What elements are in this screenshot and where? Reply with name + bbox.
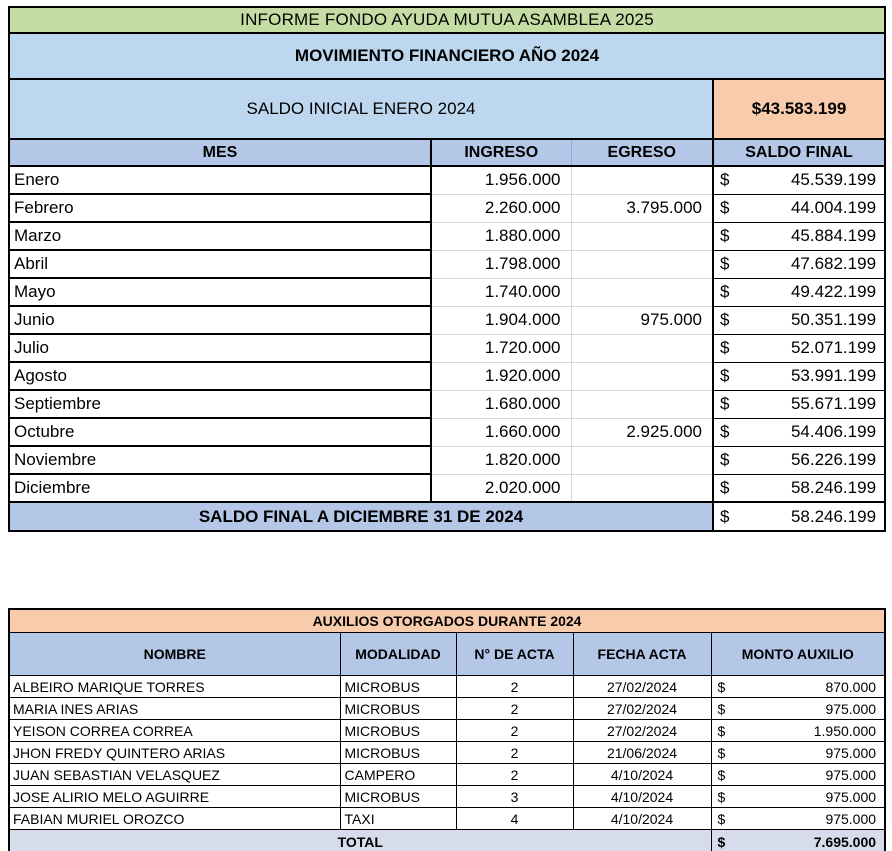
cell-income: 1.820.000 <box>431 446 571 474</box>
cell-final-balance <box>713 474 885 502</box>
cell-amount <box>711 786 885 808</box>
cell-act-number: 3 <box>456 786 573 808</box>
cell-balance-value: 58.246.199 <box>790 477 877 497</box>
cell-expense <box>571 222 713 250</box>
cell-income: 1.720.000 <box>431 334 571 362</box>
financial-table-body <box>9 166 885 502</box>
opening-balance-value: $43.583.199 <box>713 79 885 139</box>
column-header-name: NOMBRE <box>9 633 340 676</box>
cell-modality: CAMPERO <box>340 764 456 786</box>
currency-symbol: $ <box>717 766 726 783</box>
cell-expense: 3.795.000 <box>571 194 713 222</box>
cell-act-date: 27/02/2024 <box>573 698 711 720</box>
table-row <box>9 390 885 418</box>
cell-balance-value: 47.682.199 <box>790 254 877 273</box>
cell-income: 1.920.000 <box>431 362 571 390</box>
table-row <box>9 418 885 446</box>
cell-amount-value: 975.000 <box>825 810 877 827</box>
cell-balance-value: 49.422.199 <box>790 282 877 301</box>
cell-modality: TAXI <box>340 808 456 830</box>
cell-expense <box>571 390 713 418</box>
cell-act-number: 4 <box>456 808 573 830</box>
cell-amount <box>711 764 885 786</box>
cell-modality: MICROBUS <box>340 720 456 742</box>
cell-expense <box>571 250 713 278</box>
currency-symbol: $ <box>720 282 730 301</box>
cell-act-number: 2 <box>456 720 573 742</box>
cell-income: 2.260.000 <box>431 194 571 222</box>
column-header-modality: MODALIDAD <box>340 633 456 676</box>
cell-expense <box>571 362 713 390</box>
cell-amount-value: 870.000 <box>825 678 877 695</box>
cell-income: 1.660.000 <box>431 418 571 446</box>
cell-act-date: 4/10/2024 <box>573 786 711 808</box>
currency-symbol: $ <box>717 722 726 739</box>
financial-total-row <box>9 502 885 531</box>
cell-expense <box>571 278 713 306</box>
cell-amount <box>711 698 885 720</box>
financial-movement-table <box>8 6 886 532</box>
cell-act-date: 21/06/2024 <box>573 742 711 764</box>
financial-total-value: 58.246.199 <box>790 506 877 526</box>
cell-month: Febrero <box>9 194 431 222</box>
currency-symbol: $ <box>720 506 730 526</box>
cell-act-date: 4/10/2024 <box>573 808 711 830</box>
report-subtitle: MOVIMIENTO FINANCIERO AÑO 2024 <box>9 33 885 79</box>
cell-balance-value: 45.884.199 <box>790 226 877 245</box>
cell-income: 2.020.000 <box>431 474 571 502</box>
opening-balance-row <box>9 79 885 139</box>
cell-income: 1.956.000 <box>431 166 571 194</box>
cell-name: FABIAN MURIEL OROZCO <box>9 808 340 830</box>
opening-balance-label: SALDO INICIAL ENERO 2024 <box>9 79 713 139</box>
column-header-act-number: N° DE ACTA <box>456 633 573 676</box>
table-row <box>9 222 885 250</box>
cell-amount <box>711 676 885 698</box>
currency-symbol: $ <box>717 788 726 805</box>
cell-expense <box>571 166 713 194</box>
cell-balance-value: 54.406.199 <box>790 422 877 441</box>
currency-symbol: $ <box>720 450 730 469</box>
currency-symbol: $ <box>720 394 730 413</box>
currency-symbol: $ <box>717 810 726 827</box>
cell-month: Noviembre <box>9 446 431 474</box>
table-row <box>9 166 885 194</box>
cell-income: 1.680.000 <box>431 390 571 418</box>
aid-total-value: 7.695.000 <box>813 834 877 850</box>
cell-final-balance <box>713 418 885 446</box>
currency-symbol: $ <box>720 198 730 217</box>
cell-final-balance <box>713 362 885 390</box>
column-header-final-balance: SALDO FINAL <box>713 139 885 166</box>
aid-banner-title: AUXILIOS OTORGADOS DURANTE 2024 <box>9 609 885 633</box>
cell-amount-value: 975.000 <box>825 700 877 717</box>
cell-amount-value: 1.950.000 <box>813 722 877 739</box>
cell-income: 1.904.000 <box>431 306 571 334</box>
table-row <box>9 306 885 334</box>
currency-symbol: $ <box>720 310 730 329</box>
column-header-income: INGRESO <box>431 139 571 166</box>
table-row <box>9 676 885 698</box>
table-row <box>9 786 885 808</box>
cell-month: Julio <box>9 334 431 362</box>
cell-act-date: 27/02/2024 <box>573 676 711 698</box>
aid-table-header-row <box>9 633 885 676</box>
currency-symbol: $ <box>720 422 730 441</box>
cell-month: Abril <box>9 250 431 278</box>
cell-amount <box>711 808 885 830</box>
table-row <box>9 278 885 306</box>
table-row <box>9 764 885 786</box>
cell-modality: MICROBUS <box>340 786 456 808</box>
cell-amount-value: 975.000 <box>825 744 877 761</box>
cell-act-date: 4/10/2024 <box>573 764 711 786</box>
cell-name: JUAN SEBASTIAN VELASQUEZ <box>9 764 340 786</box>
table-row <box>9 446 885 474</box>
cell-final-balance <box>713 334 885 362</box>
cell-amount-value: 975.000 <box>825 788 877 805</box>
cell-modality: MICROBUS <box>340 742 456 764</box>
cell-name: MARIA INES ARIAS <box>9 698 340 720</box>
cell-act-number: 2 <box>456 764 573 786</box>
cell-act-number: 2 <box>456 742 573 764</box>
currency-symbol: $ <box>717 744 726 761</box>
cell-balance-value: 50.351.199 <box>790 310 877 329</box>
cell-balance-value: 45.539.199 <box>790 170 877 190</box>
cell-expense <box>571 446 713 474</box>
cell-balance-value: 55.671.199 <box>790 394 877 413</box>
cell-final-balance <box>713 166 885 194</box>
currency-symbol: $ <box>720 338 730 357</box>
cell-month: Diciembre <box>9 474 431 502</box>
table-row <box>9 250 885 278</box>
table-row <box>9 720 885 742</box>
table-row <box>9 362 885 390</box>
cell-final-balance <box>713 306 885 334</box>
column-header-act-date: FECHA ACTA <box>573 633 711 676</box>
cell-expense: 2.925.000 <box>571 418 713 446</box>
aid-granted-table <box>8 608 886 851</box>
aid-banner-row <box>9 609 885 633</box>
table-row <box>9 474 885 502</box>
report-subtitle-row <box>9 33 885 79</box>
report-banner-row <box>9 7 885 33</box>
column-header-month: MES <box>9 139 431 166</box>
cell-amount <box>711 742 885 764</box>
financial-total-label: SALDO FINAL A DICIEMBRE 31 DE 2024 <box>9 502 713 531</box>
table-row <box>9 742 885 764</box>
cell-month: Mayo <box>9 278 431 306</box>
table-row <box>9 194 885 222</box>
cell-expense <box>571 334 713 362</box>
currency-symbol: $ <box>717 700 726 717</box>
aid-table-body <box>9 676 885 830</box>
cell-expense <box>571 474 713 502</box>
table-row <box>9 808 885 830</box>
currency-symbol: $ <box>717 834 726 850</box>
cell-final-balance <box>713 278 885 306</box>
cell-balance-value: 56.226.199 <box>790 450 877 469</box>
cell-modality: MICROBUS <box>340 676 456 698</box>
currency-symbol: $ <box>720 366 730 385</box>
report-banner-title: INFORME FONDO AYUDA MUTUA ASAMBLEA 2025 <box>9 7 885 33</box>
cell-month: Enero <box>9 166 431 194</box>
cell-final-balance <box>713 390 885 418</box>
cell-name: JHON FREDY QUINTERO ARIAS <box>9 742 340 764</box>
cell-name: ALBEIRO MARIQUE TORRES <box>9 676 340 698</box>
currency-symbol: $ <box>720 477 730 497</box>
cell-balance-value: 44.004.199 <box>790 198 877 217</box>
cell-name: JOSE ALIRIO MELO AGUIRRE <box>9 786 340 808</box>
aid-total-amount <box>711 830 885 851</box>
financial-table-header-row <box>9 139 885 166</box>
cell-act-number: 2 <box>456 676 573 698</box>
cell-name: YEISON CORREA CORREA <box>9 720 340 742</box>
cell-final-balance <box>713 250 885 278</box>
cell-amount <box>711 720 885 742</box>
aid-granted-table-container <box>8 608 884 851</box>
currency-symbol: $ <box>720 226 730 245</box>
table-row <box>9 334 885 362</box>
currency-symbol: $ <box>720 170 730 190</box>
column-header-expense: EGRESO <box>571 139 713 166</box>
cell-act-date: 27/02/2024 <box>573 720 711 742</box>
cell-act-number: 2 <box>456 698 573 720</box>
aid-total-label: TOTAL <box>9 830 711 851</box>
aid-total-row <box>9 830 885 851</box>
currency-symbol: $ <box>720 254 730 273</box>
cell-month: Marzo <box>9 222 431 250</box>
cell-month: Octubre <box>9 418 431 446</box>
cell-income: 1.880.000 <box>431 222 571 250</box>
cell-month: Junio <box>9 306 431 334</box>
cell-income: 1.740.000 <box>431 278 571 306</box>
cell-balance-value: 52.071.199 <box>790 338 877 357</box>
cell-final-balance <box>713 222 885 250</box>
cell-modality: MICROBUS <box>340 698 456 720</box>
cell-month: Agosto <box>9 362 431 390</box>
cell-balance-value: 53.991.199 <box>790 366 877 385</box>
currency-symbol: $ <box>717 678 726 695</box>
cell-amount-value: 975.000 <box>825 766 877 783</box>
financial-total-amount <box>713 502 885 531</box>
cell-final-balance <box>713 446 885 474</box>
cell-final-balance <box>713 194 885 222</box>
table-row <box>9 698 885 720</box>
column-header-amount: MONTO AUXILIO <box>711 633 885 676</box>
cell-expense: 975.000 <box>571 306 713 334</box>
financial-movement-table-container <box>8 6 884 532</box>
cell-month: Septiembre <box>9 390 431 418</box>
cell-income: 1.798.000 <box>431 250 571 278</box>
